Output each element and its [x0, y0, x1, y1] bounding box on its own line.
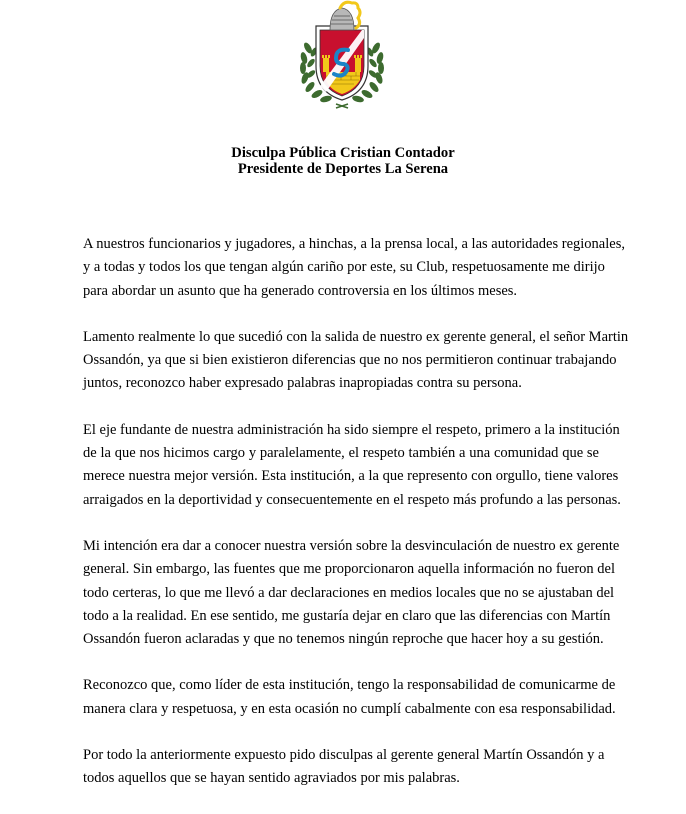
document-title: [0, 145, 686, 177]
text-line: para abordar un asunto que ha generado controversia en los últimos meses.: [83, 282, 518, 299]
paragraph-1: [83, 233, 625, 303]
text-line: Mi intención era dar a conocer nuestra versión sobre la desvinculación de nuestro ex gerente: [83, 537, 620, 554]
text-line: Ossandón fueron aclaradas y que no tenemos ningún reproche que hacer hoy a su gestión.: [83, 631, 604, 648]
text-line: todos aquellos que se hayan sentido agraviados por mis palabras.: [83, 770, 460, 787]
club-crest-logo: [296, 0, 388, 110]
paragraph-2: [83, 326, 629, 396]
text-line: de la que nos hicimos cargo y paralelamente, el respeto también a una comunidad que se: [83, 445, 599, 462]
text-line: Por todo la anteriormente expuesto pido disculpas al gerente general Martín Ossandón y a: [83, 747, 605, 764]
title-line-1: Disculpa Pública Cristian Contador: [231, 145, 455, 161]
crest-icon: [296, 0, 388, 110]
text-line: Lamento realmente lo que sucedió con la salida de nuestro ex gerente general, el señor Martin: [83, 328, 629, 345]
text-line: arraigados en la deportividad y consecuentemente en el respeto más profundo a las personas.: [83, 491, 621, 508]
paragraph-4: [83, 535, 620, 651]
text-line: Reconozco que, como líder de esta institución, tengo la responsabilidad de comunicarme de: [83, 677, 616, 694]
letter-body: [83, 233, 629, 814]
title-line-2: Presidente de Deportes La Serena: [237, 161, 449, 177]
text-line: general. Sin embargo, las fuentes que me proporcionaron aquella información no fueron del: [83, 561, 616, 578]
paragraph-3: [83, 419, 621, 512]
paragraph-5: [83, 674, 616, 721]
text-line: El eje fundante de nuestra administración ha sido siempre el respeto, primero a la institución: [83, 421, 620, 438]
text-line: merece nuestra mejor versión. Esta institución, a la que represento con orgullo, tiene valores: [83, 468, 619, 485]
text-line: y a todas y todos los que tengan algún cariño por este, su Club, respetuosamente me dirijo: [83, 259, 605, 276]
paragraph-6: [83, 744, 605, 791]
text-line: manera clara y respetuosa, y en esta ocasión no cumplí cabalmente con esa responsabilidad.: [83, 700, 616, 717]
text-line: todo certeras, lo que me llevó a dar declaraciones en medios locales que no se ajustaban del: [83, 584, 615, 601]
text-line: Ossandón, ya que si bien existieron diferencias que no nos permitieron continuar trabajando: [83, 352, 617, 369]
text-line: todo a la realidad. En ese sentido, me gustaría dejar en claro que las diferencias con Martín: [83, 607, 611, 624]
text-line: juntos, reconozco haber expresado palabras inapropiadas contra su persona.: [83, 375, 522, 392]
text-line: A nuestros funcionarios y jugadores, a hinchas, a la prensa local, a las autoridades regionales,: [83, 236, 625, 252]
